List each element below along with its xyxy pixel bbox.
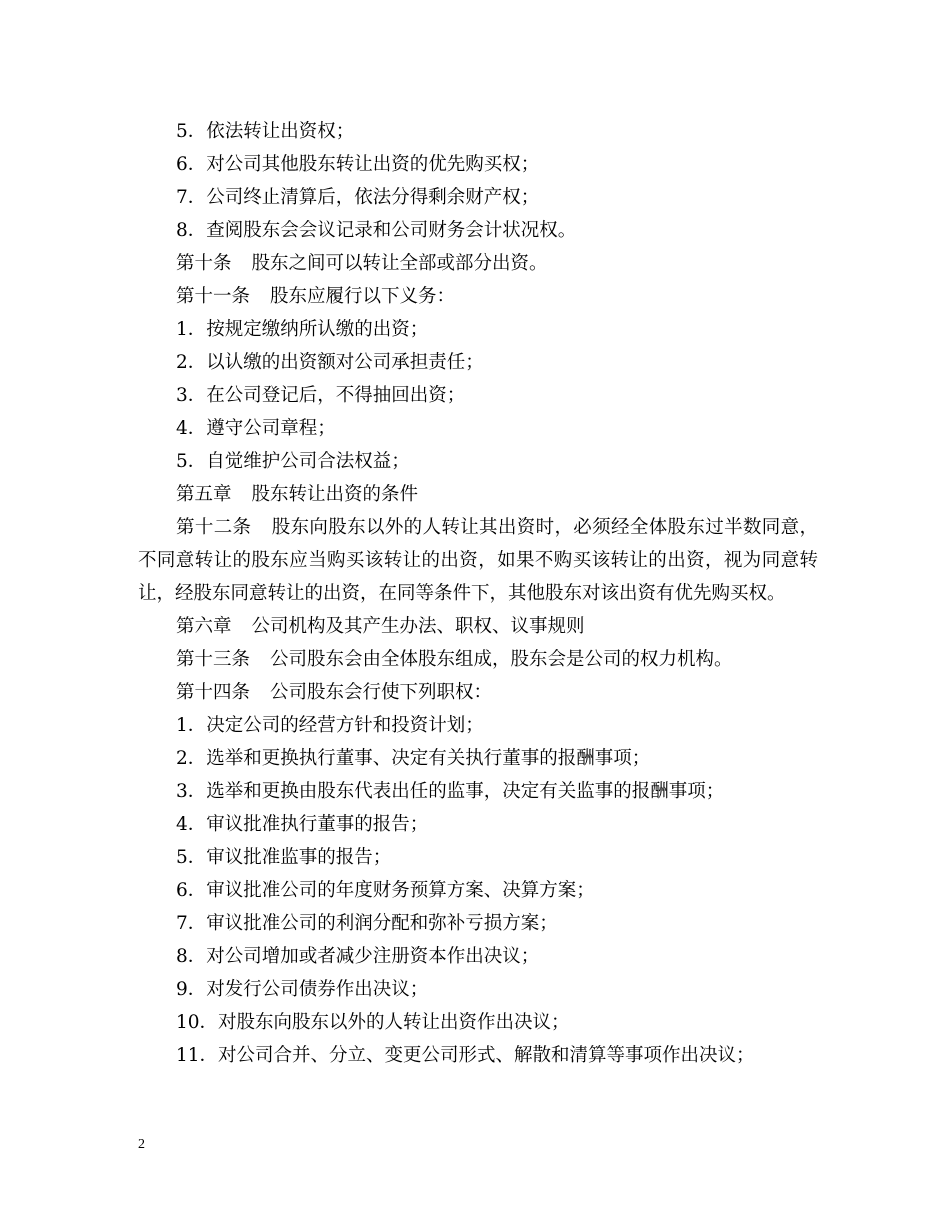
article-label: 第十四条: [176, 682, 251, 703]
list-item: 2．以认缴的出资额对公司承担责任；: [176, 352, 484, 373]
list-item: 11．对公司合并、分立、变更公司形式、解散和清算等事项作出决议；: [176, 1045, 755, 1066]
document-body: [138, 115, 818, 1072]
list-item: 6．审议批准公司的年度财务预算方案、决算方案；: [176, 880, 595, 901]
article-text: 股东向股东以外的人转让其出资时，必须经全体股东过半数同意，不同意转让的股东应当购买该转让的出资，如果不购买该转让的出资，视为同意转让，经股东同意转让的出资，在同等条件下，其他股东对该出资有优先购买权。: [138, 517, 818, 604]
article-text: 公司股东会由全体股东组成，股东会是公司的权力机构。: [270, 649, 733, 670]
article-label: 第十条: [176, 253, 232, 274]
list-item: 5．审议批准监事的报告；: [176, 847, 392, 868]
article-label: 第十一条: [176, 286, 251, 307]
list-item: 2．选举和更换执行董事、决定有关执行董事的报酬事项；: [176, 748, 651, 769]
list-item: 8．查阅股东会会议记录和公司财务会计状况权。: [176, 220, 577, 241]
list-item: 1．按规定缴纳所认缴的出资；: [176, 319, 429, 340]
list-item: 4．遵守公司章程；: [176, 418, 336, 439]
article-11: [138, 280, 818, 313]
list-item: 7．审议批准公司的利润分配和弥补亏损方案；: [176, 913, 558, 934]
list-item: 10．对股东向股东以外的人转让出资作出决议；: [176, 1012, 570, 1033]
chapter-title: 股东转让出资的条件: [251, 484, 419, 505]
page-number: 2: [138, 1137, 145, 1152]
article-text: 股东应履行以下义务：: [270, 286, 456, 307]
article-text: 股东之间可以转让全部或部分出资。: [251, 253, 548, 274]
list-item: 7．公司终止清算后，依法分得剩余财产权；: [176, 187, 540, 208]
article-14: [138, 676, 818, 709]
list-item: 9．对发行公司债券作出决议；: [176, 979, 429, 1000]
chapter-title: 公司机构及其产生办法、职权、议事规则: [251, 616, 585, 637]
article-13: [138, 643, 818, 676]
chapter-label: 第六章: [176, 616, 232, 637]
list-item: 5．依法转让出资权；: [176, 121, 355, 142]
list-item: 4．审议批准执行董事的报告；: [176, 814, 429, 835]
chapter-6-heading: [138, 610, 818, 643]
article-12: [138, 511, 818, 610]
chapter-label: 第五章: [176, 484, 232, 505]
list-item: 8．对公司增加或者减少注册资本作出决议；: [176, 946, 540, 967]
article-10: [138, 247, 818, 280]
article-text: 公司股东会行使下列职权：: [270, 682, 493, 703]
article-label: 第十二条: [176, 517, 252, 538]
list-item: 5．自觉维护公司合法权益；: [176, 451, 410, 472]
list-item: 6．对公司其他股东转让出资的优先购买权；: [176, 154, 540, 175]
article-label: 第十三条: [176, 649, 251, 670]
list-item: 1．决定公司的经营方针和投资计划；: [176, 715, 484, 736]
chapter-5-heading: [138, 478, 818, 511]
list-item: 3．选举和更换由股东代表出任的监事，决定有关监事的报酬事项；: [176, 781, 725, 802]
list-item: 3．在公司登记后，不得抽回出资；: [176, 385, 466, 406]
